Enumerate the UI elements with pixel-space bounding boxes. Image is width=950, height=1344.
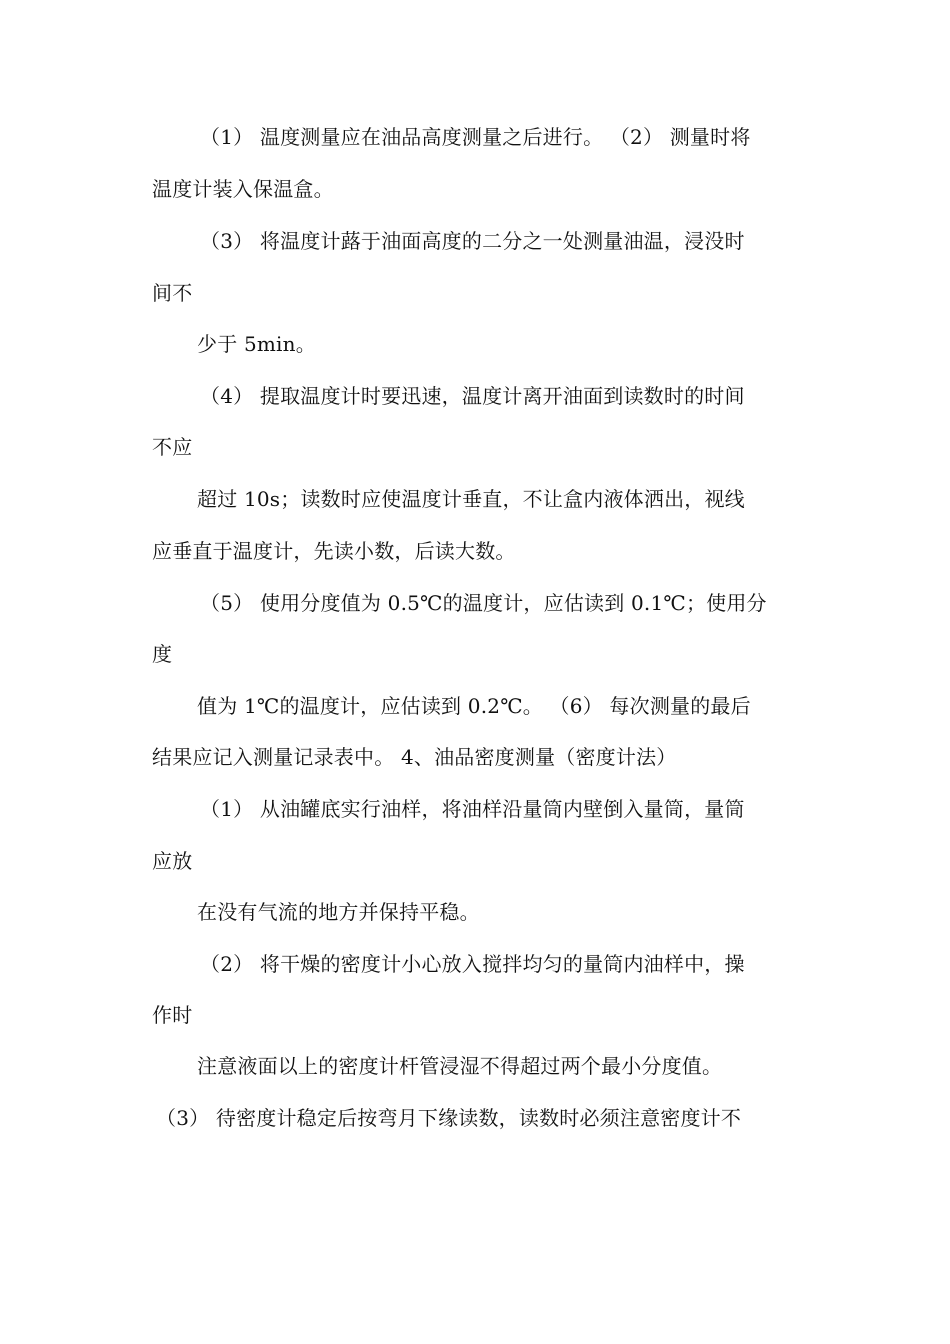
paragraph-line: 少于 5min。 <box>197 332 316 356</box>
paragraph-line: （4） 提取温度计时要迅速，温度计离开油面到读数时的时间 <box>200 384 745 408</box>
paragraph-line: 超过 10s；读数时应使温度计垂直，不让盒内液体洒出，视线 <box>197 487 745 511</box>
paragraph-line: 结果应记入测量记录表中。 4、油品密度测量（密度计法） <box>152 745 677 769</box>
paragraph-line: （2） 将干燥的密度计小心放入搅拌均匀的量筒内油样中，操 <box>200 952 745 976</box>
paragraph-line: （3） 将温度计蕗于油面高度的二分之一处测量油温，浸没时 <box>200 229 745 253</box>
paragraph-line: （1） 温度测量应在油品高度测量之后进行。 （2） 测量时将 <box>200 125 751 149</box>
paragraph-line: 作时 <box>152 1003 193 1027</box>
paragraph-line: （5） 使用分度值为 0.5℃的温度计，应估读到 0.1℃；使用分 <box>200 591 767 615</box>
paragraph-line: 应放 <box>152 849 193 873</box>
paragraph-line: 不应 <box>152 435 193 459</box>
paragraph-line: 度 <box>152 642 173 666</box>
paragraph-line: 在没有气流的地方并保持平稳。 <box>197 900 480 924</box>
paragraph-line: 间不 <box>152 281 193 305</box>
paragraph-line: 值为 1℃的温度计，应估读到 0.2℃。 （6） 每次测量的最后 <box>197 694 751 718</box>
paragraph-line: 注意液面以上的密度计杆管浸湿不得超过两个最小分度值。 <box>197 1054 723 1078</box>
paragraph-line: （3） 待密度计稳定后按弯月下缘读数，读数时必须注意密度计不 <box>156 1106 742 1130</box>
paragraph-line: 应垂直于温度计，先读小数，后读大数。 <box>152 539 516 563</box>
paragraph-line: （1） 从油罐底实行油样，将油样沿量筒内壁倒入量筒，量筒 <box>200 797 745 821</box>
paragraph-line: 温度计装入保温盒。 <box>152 177 334 201</box>
